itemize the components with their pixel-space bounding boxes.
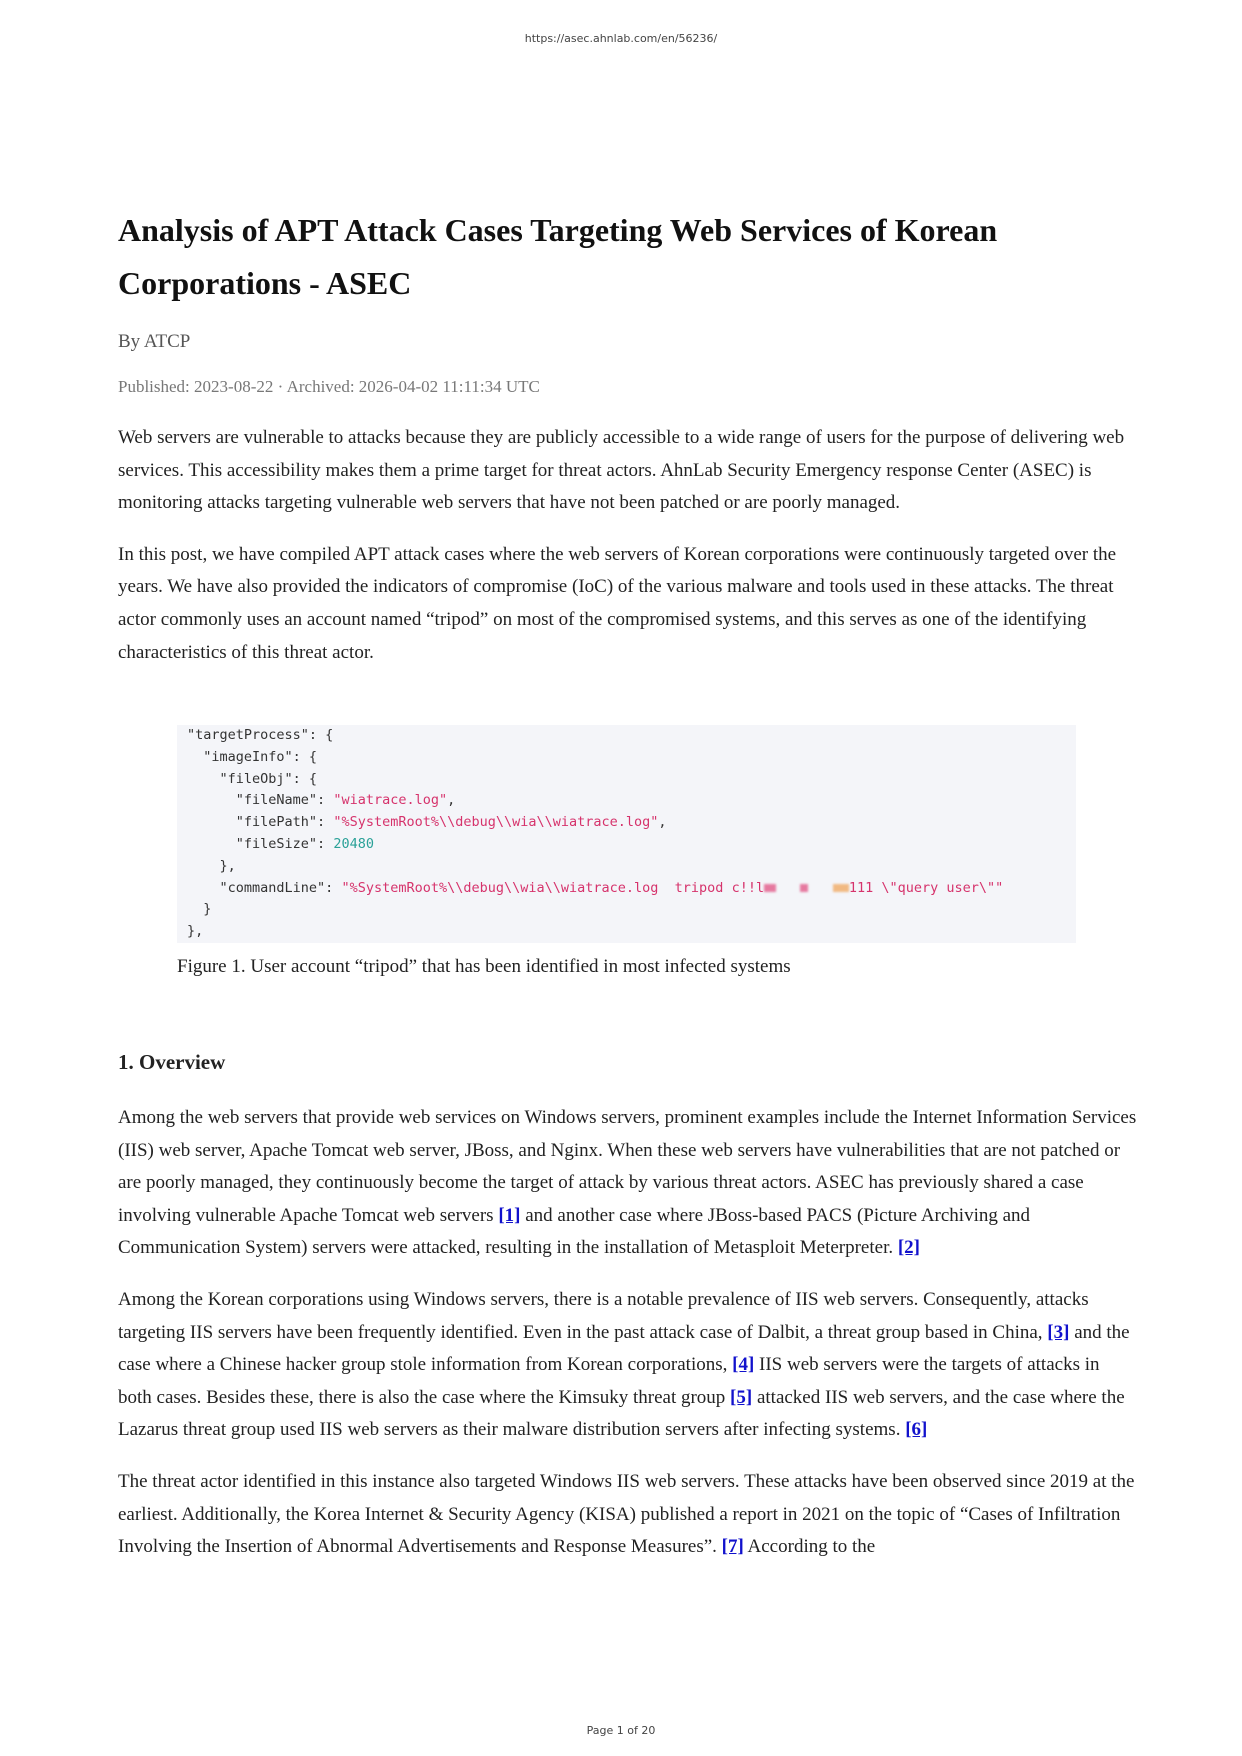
code-key: "commandLine": (187, 879, 342, 896)
code-value: 111 \"query user\"" (848, 879, 1004, 896)
code-line: } (187, 901, 212, 918)
code-punct: , (658, 814, 667, 831)
code-punct: , (447, 792, 456, 809)
code-line: "fileObj": { (187, 770, 318, 787)
intro-paragraph-1: Web servers are vulnerable to attacks because they are publicly accessible to a wide range of users for the purpose of delivering web services. This accessibility makes them a prime target for threat actors. AhnLab Security Emergency response Center (ASEC) is monitoring attacks targeting vulnerable web servers that have not been patched or are poorly managed. (118, 427, 1125, 514)
reference-link-1[interactable]: [1] (498, 1204, 521, 1226)
text: The threat actor identified in this instance also targeted Windows IIS web servers. These attacks have been observed since 2019 at the earliest. Additionally, the Korea Internet & Security Agency (KISA) published a report in 2021 on the topic of “Cases of Infiltration Involving the Insertion of Abnormal Advertisements and Response Measures”. (118, 1470, 1135, 1558)
text: and the case where a Chinese hacker group stole information from Korean corporations, (118, 1321, 1130, 1376)
code-line: }, (187, 857, 236, 874)
overview-paragraph-2 (118, 1284, 1138, 1447)
text: According to the (743, 1536, 876, 1558)
code-value: "wiatrace.log" (333, 792, 448, 809)
reference-link-4[interactable]: [4] (732, 1354, 755, 1376)
code-value: "%SystemRoot%\\debug\\wia\\wiatrace.log" (333, 814, 659, 831)
text: and another case where JBoss-based PACS (Picture Archiving and Communication System) servers were attacked, resulting in the installation of Metasploit Meterpreter. (118, 1204, 1031, 1259)
overview-paragraph-3 (118, 1466, 1138, 1564)
code-key: "fileSize": (187, 835, 334, 852)
reference-link-5[interactable]: [5] (730, 1386, 753, 1408)
code-key: "filePath": (187, 814, 334, 831)
code-line: }, (187, 923, 204, 940)
reference-link-2[interactable]: [2] (897, 1237, 921, 1259)
reference-link-6[interactable]: [6] (905, 1419, 928, 1441)
redacted-block (800, 884, 808, 892)
text: Among the Korean corporations using Windows servers, there is a notable prevalence of IIS web servers. Consequently, attacks targeting IIS servers have been frequently identified. Even in the past attack case of Dalbit, a threat group based in China, (118, 1288, 1089, 1343)
reference-link-7[interactable]: [7] (721, 1536, 744, 1558)
overview-paragraph-1 (118, 1102, 1138, 1265)
redacted-block (764, 884, 776, 892)
section-heading: 1. Overview (118, 1050, 226, 1074)
redacted-block (833, 884, 849, 892)
code-value: 20480 (333, 835, 374, 852)
page-number: Page 1 of 20 (586, 1724, 656, 1737)
intro (118, 422, 1138, 669)
section-body (118, 1102, 1138, 1564)
text: attacked IIS web servers, and the case where the Lazarus threat group used IIS web servers as their malware distribution servers after infecting systems. (118, 1386, 1125, 1441)
code-key: "fileName": (187, 792, 334, 809)
figure-caption: Figure 1. User account “tripod” that has been identified in most infected systems (177, 956, 791, 977)
code-figure (177, 725, 1076, 943)
publish-info: Published: 2023-08-22 · Archived: 2026-04-02 11:11:34 UTC (118, 377, 540, 396)
code-value: "%SystemRoot%\\debug\\wia\\wiatrace.log tripod c!!l (341, 879, 765, 896)
reference-link-3[interactable]: [3] (1047, 1321, 1070, 1343)
page-url: https://asec.ahnlab.com/en/56236/ (524, 32, 718, 45)
intro-paragraph-2: In this post, we have compiled APT attack cases where the web servers of Korean corporations were continuously targeted over the years. We have also provided the indicators of compromise (IoC) of the various malware and tools used in these attacks. The threat actor commonly uses an account named “tripod” on most of the compromised systems, and this serves as one of the identifying characteristics of this threat actor. (118, 543, 1117, 663)
code-line: "targetProcess": { (187, 727, 334, 743)
code-line: "imageInfo": { (187, 748, 318, 765)
text: Among the web servers that provide web services on Windows servers, prominent examples include the Internet Information Services (IIS) web server, Apache Tomcat web server, JBoss, and Nginx. When these web servers have vulnerabilities that are not patched or are poorly managed, they continuously become the target of attack by various threat actors. ASEC has previously shared a case involving vulnerable Apache Tomcat web servers (118, 1107, 1137, 1226)
article-title: Analysis of APT Attack Cases Targeting Web Services of Korean Corporations - ASEC (118, 212, 998, 301)
text: IIS web servers were the targets of attacks in both cases. Besides these, there is also the case where the Kimsuky threat group (118, 1354, 1100, 1408)
byline: By ATCP (118, 331, 191, 352)
